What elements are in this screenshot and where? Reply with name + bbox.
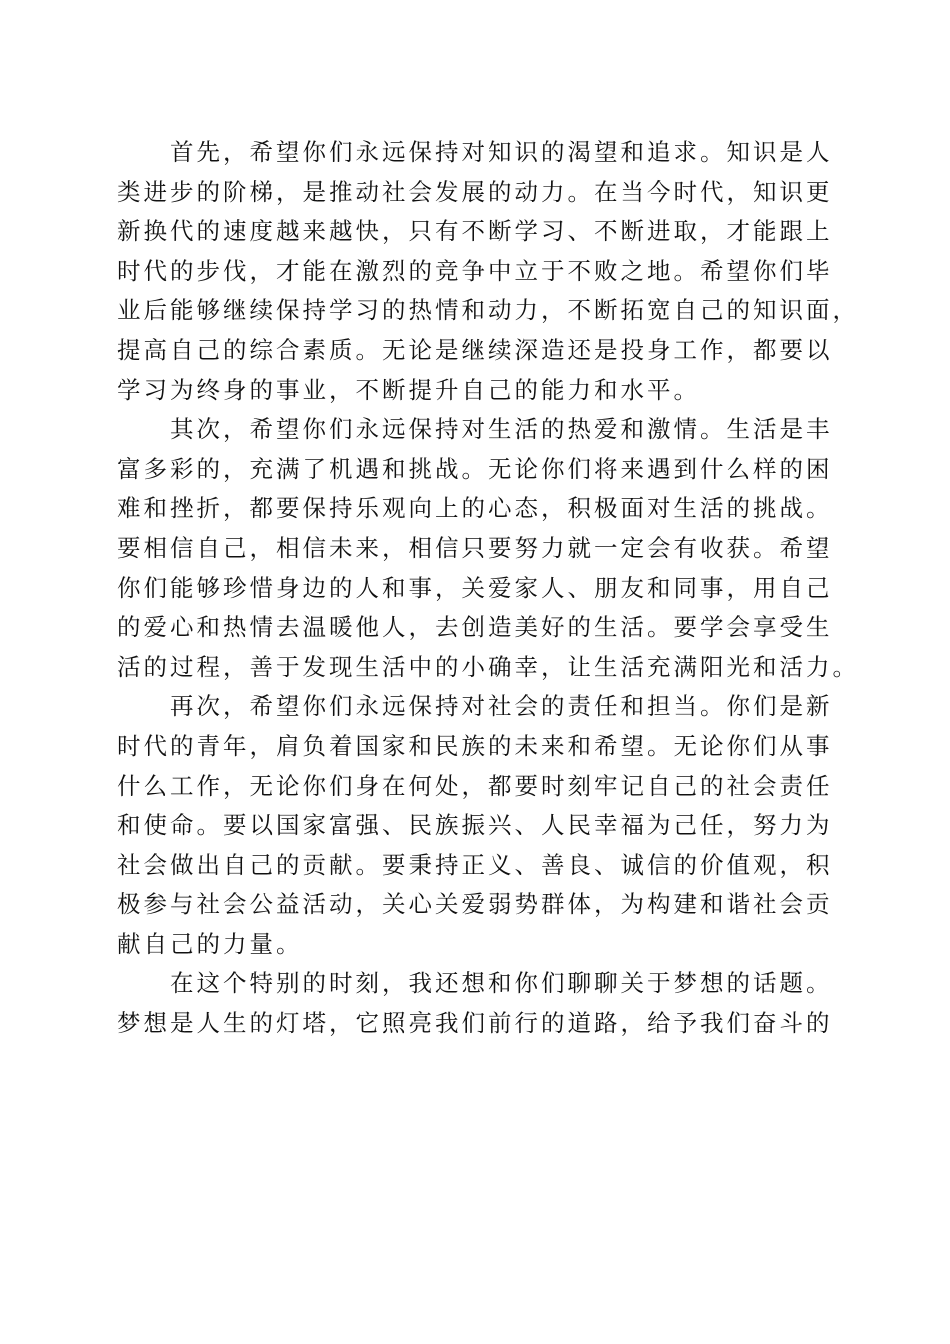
paragraph-life <box>117 410 859 687</box>
text-line: 学习为终身的事业，不断提升自己的能力和水平。 <box>117 375 700 404</box>
text-line: 时代的青年，肩负着国家和民族的未来和希望。无论你们从事 <box>117 731 833 760</box>
document-body <box>117 133 859 1044</box>
text-line: 在这个特别的时刻，我还想和你们聊聊关于梦想的话题。 <box>170 969 833 998</box>
text-line: 梦想是人生的灯塔，它照亮我们前行的道路，给予我们奋斗的 <box>117 1009 833 1038</box>
paragraph-knowledge <box>117 133 859 410</box>
text-line: 再次，希望你们永远保持对社会的责任和担当。你们是新 <box>170 692 833 721</box>
paragraph-society <box>117 687 833 964</box>
text-line: 献自己的力量。 <box>117 929 303 958</box>
text-line: 提高自己的综合素质。无论是继续深造还是投身工作，都要以 <box>117 335 833 364</box>
text-line: 的爱心和热情去温暖他人，去创造美好的生活。要学会享受生 <box>117 613 833 642</box>
text-line: 和使命。要以国家富强、民族振兴、人民幸福为己任，努力为 <box>117 811 833 840</box>
text-line: 你们能够珍惜身边的人和事，关爱家人、朋友和同事，用自己 <box>117 573 833 602</box>
text-line: 首先，希望你们永远保持对知识的渴望和追求。知识是人 <box>170 138 833 166</box>
text-line: 社会做出自己的贡献。要秉持正义、善良、诚信的价值观，积 <box>117 850 833 879</box>
text-line: 其次，希望你们永远保持对生活的热爱和激情。生活是丰 <box>170 415 833 444</box>
text-line: 类进步的阶梯，是推动社会发展的动力。在当今时代，知识更 <box>117 177 833 206</box>
text-line: 业后能够继续保持学习的热情和动力，不断拓宽自己的知识面， <box>117 296 859 325</box>
text-line: 富多彩的，充满了机遇和挑战。无论你们将来遇到什么样的困 <box>117 454 833 483</box>
text-line: 难和挫折，都要保持乐观向上的心态，积极面对生活的挑战。 <box>117 494 833 523</box>
text-line: 时代的步伐，才能在激烈的竞争中立于不败之地。希望你们毕 <box>117 256 833 285</box>
text-line: 极参与社会公益活动，关心关爱弱势群体，为构建和谐社会贡 <box>117 890 833 919</box>
paragraph-dreams <box>117 964 833 1043</box>
text-line: 活的过程，善于发现生活中的小确幸，让生活充满阳光和活力。 <box>117 652 859 681</box>
text-line: 什么工作，无论你们身在何处，都要时刻牢记自己的社会责任 <box>117 771 833 800</box>
text-line: 新换代的速度越来越快，只有不断学习、不断进取，才能跟上 <box>117 217 833 246</box>
text-line: 要相信自己，相信未来，相信只要努力就一定会有收获。希望 <box>117 533 833 562</box>
